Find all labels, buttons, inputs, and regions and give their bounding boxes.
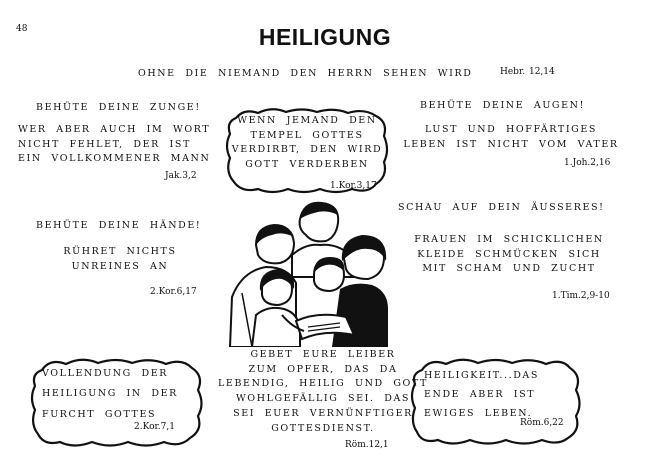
page-title: HEILIGUNG [258, 24, 392, 50]
block-bodies-text: GEBET EURE LEIBER ZUM OPFER, DAS DA LEBENDIG, HEILIG UND GOTT WOHLGEFÄLLIG SEI. DAS SEI EUER VERNÜNFTIGER GOTTESDIENST. [218, 349, 428, 434]
block-appearance-heading: SCHAU AUF DEIN ÄUSSERES! [398, 202, 605, 213]
block-tongue-ref: Jak.3,2 [165, 171, 197, 181]
block-eyes-heading: BEHÜTE DEINE AUGEN! [420, 100, 585, 111]
page-number: 48 [16, 24, 28, 34]
block-hands-heading: BEHÜTE DEINE HÄNDE! [36, 220, 202, 231]
subtitle: OHNE DIE NIEMAND DEN HERRN SEHEN WIRD [138, 68, 473, 79]
block-perfect-ref: 2.Kor.7,1 [134, 422, 175, 432]
block-eyes-text: LUST UND HOFFÄRTIGES LEBEN IST NICHT VOM VATER [403, 124, 619, 150]
block-hands-text: RÜHRET NICHTS UNREINES AN [63, 246, 177, 272]
block-appearance-text: FRAUEN IM SCHICKLICHEN KLEIDE SCHMÜCKEN SICH MIT SCHAM UND ZUCHT [414, 234, 604, 275]
block-hands-ref: 2.Kor.6,17 [150, 287, 197, 297]
block-temple-text: WENN JEMAND DEN TEMPEL GOTTES VERDIRBT, DEN WIRD GOTT VERDERBEN [231, 115, 383, 171]
block-perfect-cloud [28, 354, 206, 450]
subtitle-ref: Hebr. 12,14 [500, 67, 555, 77]
block-eyes-ref: 1.Joh.2,16 [564, 158, 611, 168]
block-holiness-cloud [408, 354, 584, 448]
block-bodies-ref: Röm.12,1 [345, 440, 389, 450]
block-holiness-text: HEILIGKEIT...DAS ENDE ABER IST EWIGES LEBEN. [424, 370, 539, 419]
block-holiness-ref: Röm.6,22 [520, 418, 564, 428]
block-temple-ref: 1.Kor.3,17 [330, 181, 377, 191]
block-perfect-text: VOLLENDUNG DER HEILIGUNG IN DER FURCHT GOTTES [42, 368, 178, 420]
block-appearance-ref: 1.Tim.2,9-10 [552, 291, 610, 301]
block-tongue-heading: BEHÜTE DEINE ZUNGE! [36, 102, 201, 113]
family-reading-bible-illustration-icon [222, 197, 392, 347]
block-tongue-text: WER ABER AUCH IM WORT NICHT FEHLET, DER IST EIN VOLLKOMMENER MANN [18, 124, 211, 165]
